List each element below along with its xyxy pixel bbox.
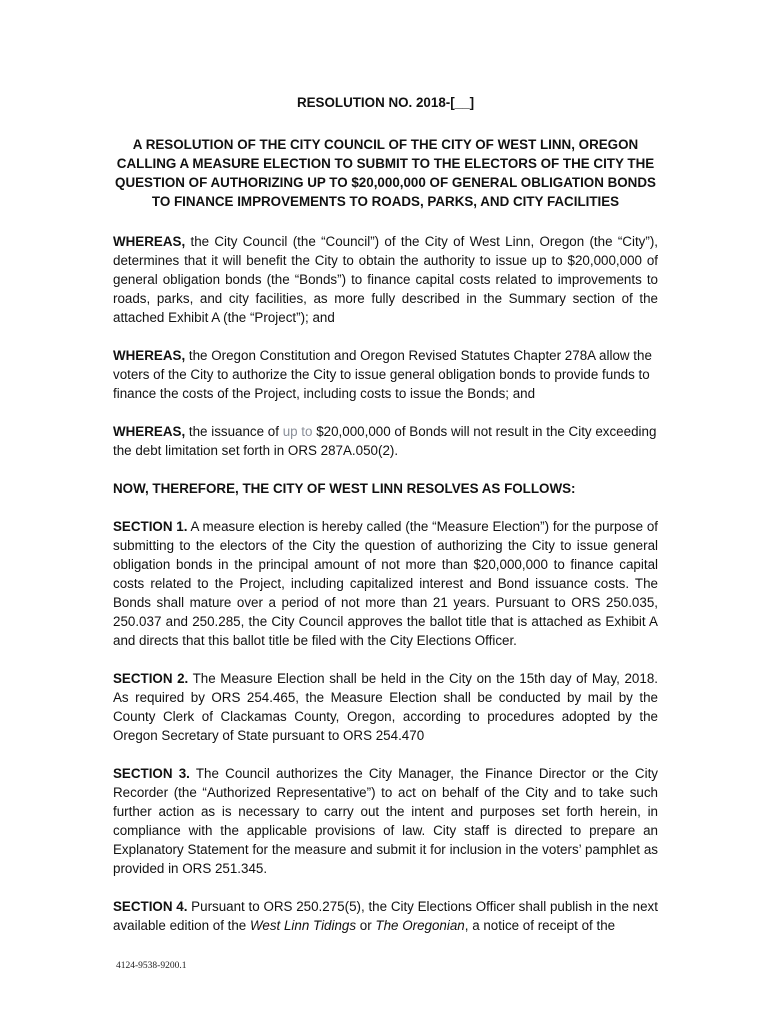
whereas-lead: WHEREAS,: [113, 234, 186, 249]
whereas-text: the Oregon Constitution and Oregon Revised Statutes Chapter 278A allow the voters of the City to authorize the City to issue general obligation bonds to provide funds to finance the costs of the Project, including costs to issue the Bonds; and: [113, 348, 652, 401]
whereas-text: the issuance of: [185, 424, 283, 439]
whereas-lead: WHEREAS,: [113, 424, 186, 439]
section-text: or: [356, 918, 376, 933]
section-2-paragraph: [113, 669, 658, 745]
inserted-text: up to: [282, 424, 313, 439]
section-text: The Council authorizes the City Manager, the Finance Director or the City Recorder (the “Authorized Representative”) to act on behalf of the City and to take such further action as is necessary to carry out the intent and purposes set forth herein, in compliance with the applicable provisions of law. City staff is directed to prepare an Explanatory Statement for the measure and submit it for inclusion in the voters’ pamphlet as provided in ORS 251.345.: [113, 766, 658, 876]
section-lead: SECTION 1.: [113, 519, 188, 534]
resolution-title: A RESOLUTION OF THE CITY COUNCIL OF THE CITY OF WEST LINN, OREGON CALLING A MEASURE ELECTION TO SUBMIT TO THE ELECTORS OF THE CITY THE QUESTION OF AUTHORIZING UP TO $20,000,000 OF GENERAL OBLIGATION BONDS TO FINANCE IMPROVEMENTS TO ROADS, PARKS, AND CITY FACILITIES: [115, 137, 656, 209]
newspaper-name: West Linn Tidings: [249, 918, 357, 933]
section-text: , a notice of receipt of the: [464, 918, 616, 933]
section-text: A measure election is hereby called (the “Measure Election”) for the purpose of submitting to the electors of the City the question of authorizing the City to issue general obligation bonds in the principal amount of not more than $20,000,000 to finance capital costs related to the Project, including capitalized interest and Bond issuance costs. The Bonds shall mature over a period of not more than 21 years. Pursuant to ORS 250.035, 250.037 and 250.285, the City Council approves the ballot title that is attached as Exhibit A and directs that this ballot title be filed with the City Elections Officer.: [113, 519, 658, 648]
section-lead: SECTION 2.: [113, 671, 189, 686]
document-footer-code: 4124-9538-9200.1: [116, 961, 187, 971]
whereas-paragraph-3: [113, 422, 658, 460]
section-1-paragraph: [113, 517, 658, 650]
whereas-text: $20,000,000 of Bonds will not result in the City exceeding the debt limitation set forth in ORS 287A.050(2).: [113, 424, 657, 458]
document-page: [113, 93, 658, 954]
section-text: Pursuant to ORS 250.275(5), the City Elections Officer shall publish in the next available edition of the: [113, 899, 658, 933]
section-lead: SECTION 4.: [113, 899, 188, 914]
whereas-paragraph-1: [113, 232, 658, 327]
section-text: The Measure Election shall be held in the City on the 15th day of May, 2018. As required by ORS 254.465, the Measure Election shall be conducted by mail by the County Clerk of Clackamas County, Oregon, according to procedures adopted by the Oregon Secretary of State pursuant to ORS 254.470: [113, 671, 658, 743]
whereas-text: the City Council (the “Council”) of the City of West Linn, Oregon (the “City”), determines that it will benefit the City to obtain the authority to issue up to $20,000,000 of general obligation bonds (the “Bonds”) to finance capital costs related to improvements to roads, parks, and city facilities, as more fully described in the Summary section of the attached Exhibit A (the “Project”); and: [113, 234, 658, 325]
whereas-lead: WHEREAS,: [113, 348, 186, 363]
resolves-heading: NOW, THEREFORE, THE CITY OF WEST LINN RESOLVES AS FOLLOWS:: [113, 481, 576, 496]
section-4-paragraph: [113, 897, 658, 935]
section-3-paragraph: [113, 764, 658, 878]
newspaper-name: The Oregonian: [375, 918, 465, 933]
whereas-paragraph-2: [113, 346, 658, 403]
resolution-number: RESOLUTION NO. 2018-[__]: [296, 95, 475, 110]
section-lead: SECTION 3.: [113, 766, 190, 781]
